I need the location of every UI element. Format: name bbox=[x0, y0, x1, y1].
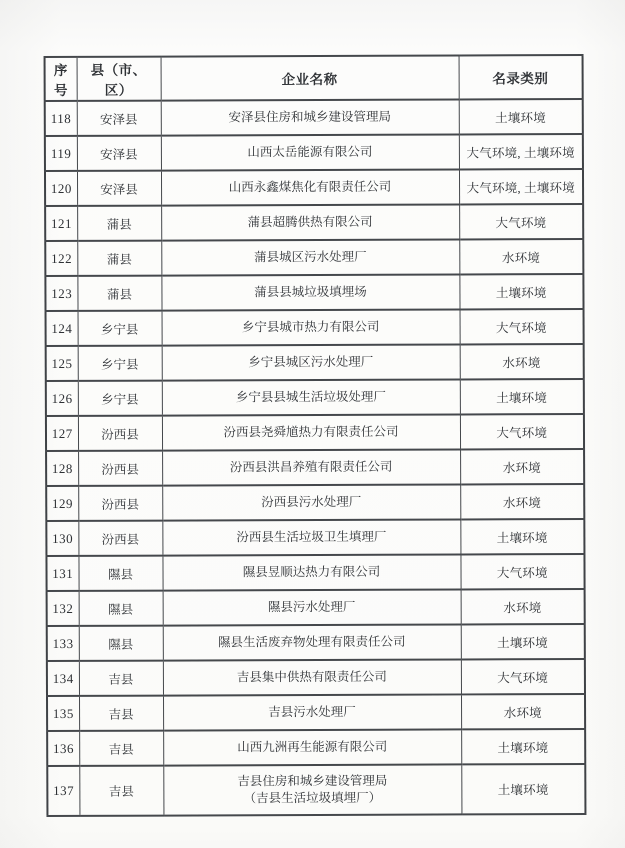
row-serial-number: 121 bbox=[45, 206, 77, 241]
row-county: 吉县 bbox=[79, 696, 163, 731]
row-county: 蒲县 bbox=[77, 206, 161, 241]
row-serial-number: 130 bbox=[46, 521, 78, 556]
row-company-name: 汾西县洪昌养殖有限责任公司 bbox=[162, 449, 460, 485]
table-row bbox=[46, 344, 584, 381]
row-category: 土壤环境 bbox=[459, 99, 583, 134]
row-serial-number: 133 bbox=[47, 626, 79, 661]
table-row bbox=[47, 589, 585, 626]
row-category: 大气环境 bbox=[460, 414, 584, 449]
table-row bbox=[47, 764, 585, 816]
row-serial-number: 120 bbox=[45, 171, 77, 206]
row-serial-number: 137 bbox=[47, 766, 79, 816]
row-county: 汾西县 bbox=[78, 521, 162, 556]
row-company-name: 隰县昱顺达热力有限公司 bbox=[162, 554, 460, 590]
row-serial-number: 131 bbox=[46, 556, 78, 591]
row-company-name: 山西太岳能源有限公司 bbox=[161, 134, 459, 170]
row-category: 水环境 bbox=[460, 344, 584, 379]
row-serial-number: 127 bbox=[46, 416, 78, 451]
column-header-county: 县（市、区） bbox=[77, 57, 161, 101]
row-category: 大气环境, 土壤环境 bbox=[459, 169, 583, 204]
row-category: 大气环境 bbox=[460, 554, 584, 589]
row-category: 大气环境 bbox=[460, 309, 584, 344]
row-company-name: 蒲县县城垃圾填埋场 bbox=[161, 274, 459, 310]
column-header-company: 企业名称 bbox=[161, 55, 459, 100]
table-head bbox=[45, 55, 583, 101]
row-county: 汾西县 bbox=[78, 416, 162, 451]
row-company-name: 蒲县超腾供热有限公司 bbox=[161, 204, 459, 240]
row-serial-number: 122 bbox=[45, 241, 77, 276]
row-serial-number: 126 bbox=[46, 381, 78, 416]
row-category: 土壤环境 bbox=[459, 274, 583, 309]
table-row bbox=[47, 659, 585, 696]
row-category: 土壤环境 bbox=[460, 379, 584, 414]
row-category: 大气环境, 土壤环境 bbox=[459, 134, 583, 169]
row-county: 隰县 bbox=[78, 556, 162, 591]
row-county: 汾西县 bbox=[78, 451, 162, 486]
row-category: 水环境 bbox=[461, 589, 585, 624]
row-category: 水环境 bbox=[460, 484, 584, 519]
table-body bbox=[45, 99, 586, 816]
row-county: 乡宁县 bbox=[78, 311, 162, 346]
table-row bbox=[46, 449, 584, 486]
row-serial-number: 132 bbox=[47, 591, 79, 626]
table-row bbox=[46, 379, 584, 416]
row-serial-number: 128 bbox=[46, 451, 78, 486]
row-company-name: 汾西县尧舜馗热力有限责任公司 bbox=[162, 414, 460, 450]
row-category: 土壤环境 bbox=[460, 519, 584, 554]
row-company-name: 隰县生活废弃物处理有限责任公司 bbox=[163, 624, 461, 660]
table-row bbox=[46, 484, 584, 521]
table-row bbox=[46, 414, 584, 451]
table-header-row bbox=[45, 55, 583, 101]
row-county: 蒲县 bbox=[77, 276, 161, 311]
column-header-category: 名录类别 bbox=[459, 55, 583, 99]
row-serial-number: 123 bbox=[45, 276, 77, 311]
table-row bbox=[45, 274, 583, 311]
row-county: 蒲县 bbox=[77, 241, 161, 276]
row-company-name: 乡宁县城市热力有限公司 bbox=[162, 309, 460, 345]
row-company-name: 山西永鑫煤焦化有限责任公司 bbox=[161, 169, 459, 205]
row-category: 大气环境 bbox=[459, 204, 583, 239]
row-company-name: 乡宁县城区污水处理厂 bbox=[162, 344, 460, 380]
row-county: 吉县 bbox=[79, 766, 163, 816]
row-company-name: 吉县污水处理厂 bbox=[163, 694, 461, 730]
row-category: 水环境 bbox=[461, 694, 585, 729]
row-serial-number: 125 bbox=[46, 346, 78, 381]
row-county: 汾西县 bbox=[78, 486, 162, 521]
row-county: 隰县 bbox=[79, 626, 163, 661]
row-serial-number: 129 bbox=[46, 486, 78, 521]
row-serial-number: 124 bbox=[46, 311, 78, 346]
row-category: 大气环境 bbox=[461, 659, 585, 694]
row-county: 隰县 bbox=[79, 591, 163, 626]
table-row bbox=[46, 554, 584, 591]
row-county: 吉县 bbox=[79, 661, 163, 696]
table-row bbox=[46, 519, 584, 556]
table-row bbox=[46, 309, 584, 346]
row-company-name: 山西九洲再生能源有限公司 bbox=[163, 729, 461, 765]
row-company-name: 汾西县污水处理厂 bbox=[162, 484, 460, 520]
row-category: 水环境 bbox=[460, 449, 584, 484]
row-serial-number: 119 bbox=[45, 136, 77, 171]
table-row bbox=[45, 134, 583, 171]
row-company-name: 隰县污水处理厂 bbox=[163, 589, 461, 625]
row-company-name: 乡宁县县城生活垃圾处理厂 bbox=[162, 379, 460, 415]
row-company-name: 安泽县住房和城乡建设管理局 bbox=[161, 99, 459, 135]
row-category: 土壤环境 bbox=[461, 624, 585, 659]
row-serial-number: 134 bbox=[47, 661, 79, 696]
row-serial-number: 118 bbox=[45, 101, 77, 136]
table-row bbox=[45, 204, 583, 241]
row-county: 乡宁县 bbox=[78, 381, 162, 416]
row-company-name: 吉县集中供热有限责任公司 bbox=[163, 659, 461, 695]
table-row bbox=[47, 624, 585, 661]
row-company-name: 汾西县生活垃圾卫生填理厂 bbox=[162, 519, 460, 555]
row-company-name: 吉县住房和城乡建设管理局 （吉县生活垃圾填埋厂） bbox=[163, 764, 461, 815]
table-row bbox=[45, 99, 583, 136]
table-row bbox=[45, 169, 583, 206]
row-category: 水环境 bbox=[459, 239, 583, 274]
row-category: 土壤环境 bbox=[461, 764, 585, 814]
row-county: 吉县 bbox=[79, 731, 163, 766]
row-serial-number: 136 bbox=[47, 731, 79, 766]
table-row bbox=[47, 729, 585, 766]
row-county: 安泽县 bbox=[77, 101, 161, 136]
pollutant-units-table bbox=[44, 54, 587, 817]
row-county: 乡宁县 bbox=[78, 346, 162, 381]
row-category: 土壤环境 bbox=[461, 729, 585, 764]
table-row bbox=[47, 694, 585, 731]
table-row bbox=[45, 239, 583, 276]
row-county: 安泽县 bbox=[77, 171, 161, 206]
row-company-name: 蒲县城区污水处理厂 bbox=[161, 239, 459, 275]
column-header-serial: 序号 bbox=[45, 57, 77, 101]
row-serial-number: 135 bbox=[47, 696, 79, 731]
row-county: 安泽县 bbox=[77, 136, 161, 171]
